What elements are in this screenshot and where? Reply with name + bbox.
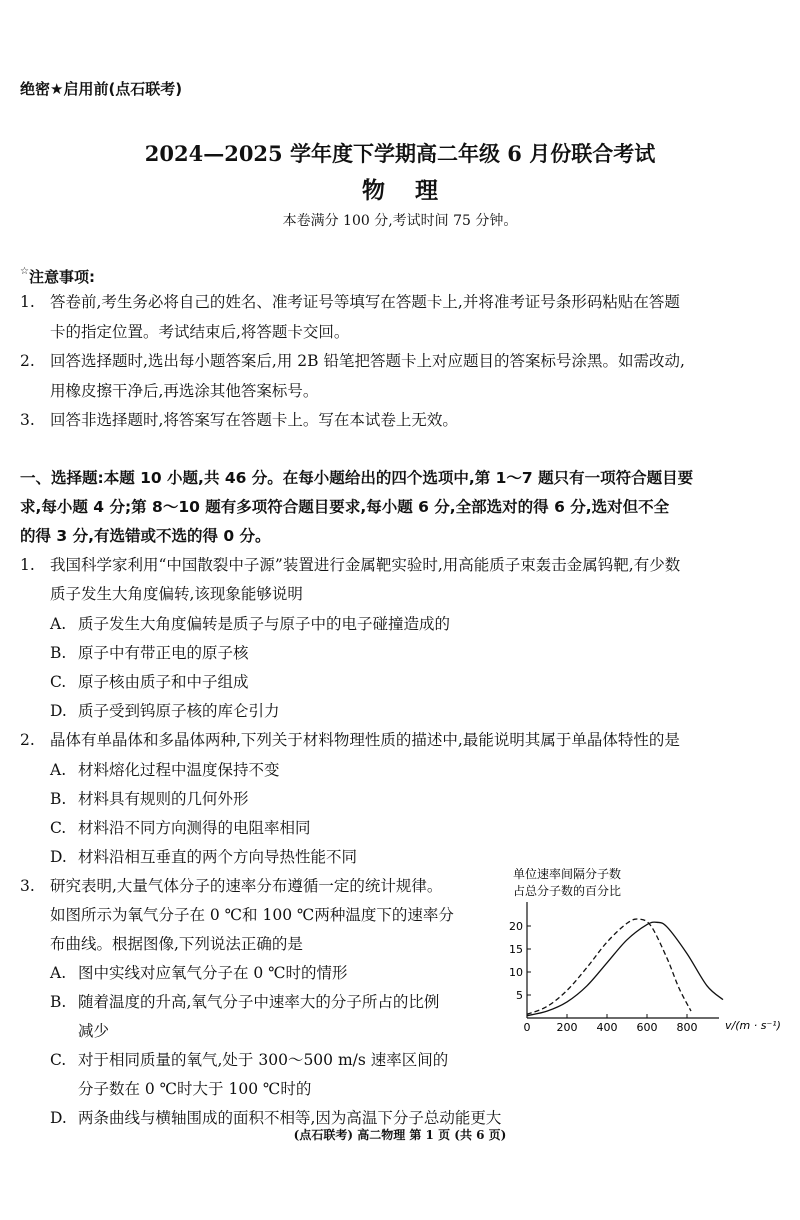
question-2-stem	[20, 730, 680, 750]
question-3-option-c	[50, 1050, 448, 1070]
question-3-option-a	[50, 963, 348, 983]
notice-text: 回答选择题时,选出每小题答案后,用 2B 铅笔把答题卡上对应题目的答案标号涂黑。如需改动,	[50, 352, 685, 370]
question-3-option-c-cont: 分子数在 0 ℃时大于 100 ℃时的	[78, 1080, 312, 1098]
option-text: 原子中有带正电的原子核	[78, 644, 249, 662]
chart-title-line-2: 占总分子数的百分比	[513, 884, 622, 898]
option-text: 材料具有规则的几何外形	[78, 790, 249, 808]
question-1-stem	[20, 555, 680, 575]
option-letter: B.	[50, 790, 67, 808]
y-tick-label: 15	[509, 943, 523, 956]
star-icon: ☆	[20, 266, 29, 277]
option-letter: B.	[50, 993, 67, 1011]
question-text: 研究表明,大量气体分子的速率分布遵循一定的统计规律。	[50, 877, 443, 895]
question-1-option-b	[50, 643, 249, 663]
x-tick-label: 200	[556, 1021, 578, 1034]
question-1-stem-cont: 质子发生大角度偏转,该现象能够说明	[50, 585, 303, 603]
question-2-option-d	[50, 847, 357, 867]
question-2-option-a	[50, 760, 280, 780]
option-letter: A.	[50, 964, 67, 982]
chart-title-line-1: 单位速率间隔分子数	[513, 868, 622, 881]
option-letter: D.	[50, 848, 67, 866]
x-axis-label: v/(m · s⁻¹)	[725, 1019, 781, 1032]
option-letter: A.	[50, 615, 67, 633]
section-heading: 一、选择题:本题 10 小题,共 46 分。在每小题给出的四个选项中,第 1～7 题只有一项符合题目要	[20, 469, 694, 487]
option-text: 原子核由质子和中子组成	[78, 673, 249, 691]
series-solid-curve	[527, 922, 723, 1016]
notice-item-2-cont: 用橡皮擦干净后,再选涂其他答案标号。	[50, 382, 319, 400]
question-text: 晶体有单晶体和多晶体两种,下列关于材料物理性质的描述中,最能说明其属于单晶体特性的是	[50, 731, 680, 749]
x-tick-label: 800	[676, 1021, 698, 1034]
option-letter: D.	[50, 702, 67, 720]
question-1-option-a	[50, 614, 450, 634]
question-number: 1.	[20, 556, 35, 574]
question-1-option-d	[50, 701, 280, 721]
question-2-option-b	[50, 789, 249, 809]
notice-item-1	[20, 292, 680, 312]
question-3-option-d	[50, 1108, 501, 1128]
section-heading-cont: 求,每小题 4 分;第 8～10 题有多项符合题目要求,每小题 6 分,全部选对的得 6 分,选对但不全	[20, 498, 670, 516]
option-text: 随着温度的升高,氧气分子中速率大的分子所占的比例	[78, 993, 440, 1011]
y-tick-label: 5	[516, 989, 523, 1002]
section-heading-cont: 的得 3 分,有选错或不选的得 0 分。	[20, 527, 271, 545]
question-number: 3.	[20, 877, 35, 895]
page-footer: (点石联考) 高二物理 第 1 页 (共 6 页)	[293, 1128, 507, 1142]
notice-number: 2.	[20, 352, 35, 370]
notice-text: 回答非选择题时,将答案写在答题卡上。写在本试卷上无效。	[50, 411, 458, 429]
series-dashed-curve	[527, 919, 691, 1014]
option-text: 材料沿不同方向测得的电阻率相同	[78, 819, 311, 837]
question-3-stem	[20, 876, 442, 896]
x-tick-label: 600	[636, 1021, 658, 1034]
question-3-stem-cont: 如图所示为氧气分子在 0 ℃和 100 ℃两种温度下的速率分	[50, 906, 454, 924]
question-3-option-b	[50, 992, 439, 1012]
notice-item-2	[20, 351, 685, 371]
question-number: 2.	[20, 731, 35, 749]
option-text: 图中实线对应氧气分子在 0 ℃时的情形	[78, 964, 348, 982]
subject-title: 物理	[362, 177, 468, 204]
option-text: 质子受到钨原子核的库仑引力	[78, 702, 280, 720]
confidential-label: 绝密★启用前(点石联考)	[20, 80, 183, 98]
notice-number: 1.	[20, 293, 35, 311]
notice-text: 答卷前,考生务必将自己的姓名、准考证号等填写在答题卡上,并将准考证号条形码粘贴在答题	[50, 293, 680, 311]
option-text: 两条曲线与横轴围成的面积不相等,因为高温下分子总动能更大	[78, 1109, 502, 1127]
option-letter: C.	[50, 819, 67, 837]
notice-item-1-cont: 卡的指定位置。考试结束后,将答题卡交回。	[50, 323, 350, 341]
exam-title: 2024—2025 学年度下学期高二年级 6 月份联合考试	[144, 141, 656, 166]
question-1-option-c	[50, 672, 249, 692]
option-letter: B.	[50, 644, 67, 662]
x-tick-label: 0	[523, 1021, 531, 1034]
speed-distribution-chart	[505, 868, 795, 1038]
notice-heading-text: 注意事项:	[28, 268, 95, 286]
question-3-option-b-cont: 减少	[78, 1022, 110, 1040]
y-tick-label: 20	[509, 920, 523, 933]
x-tick-label: 400	[596, 1021, 618, 1034]
question-3-stem-cont: 布曲线。根据图像,下列说法正确的是	[50, 935, 303, 953]
y-tick-label: 10	[509, 966, 523, 979]
option-letter: A.	[50, 761, 67, 779]
question-text: 我国科学家利用“中国散裂中子源”装置进行金属靶实验时,用高能质子束轰击金属钨靶,有少数	[50, 556, 681, 574]
option-letter: C.	[50, 673, 67, 691]
option-text: 材料沿相互垂直的两个方向导热性能不同	[78, 848, 358, 866]
option-text: 对于相同质量的氧气,处于 300～500 m/s 速率区间的	[78, 1051, 449, 1069]
option-letter: D.	[50, 1109, 67, 1127]
option-text: 质子发生大角度偏转是质子与原子中的电子碰撞造成的	[78, 615, 451, 633]
notice-item-3	[20, 410, 458, 430]
question-2-option-c	[50, 818, 311, 838]
notice-number: 3.	[20, 411, 35, 429]
option-letter: C.	[50, 1051, 67, 1069]
subject-note: 本卷满分 100 分,考试时间 75 分钟。	[282, 213, 518, 229]
option-text: 材料熔化过程中温度保持不变	[78, 761, 280, 779]
notice-heading	[20, 266, 95, 287]
